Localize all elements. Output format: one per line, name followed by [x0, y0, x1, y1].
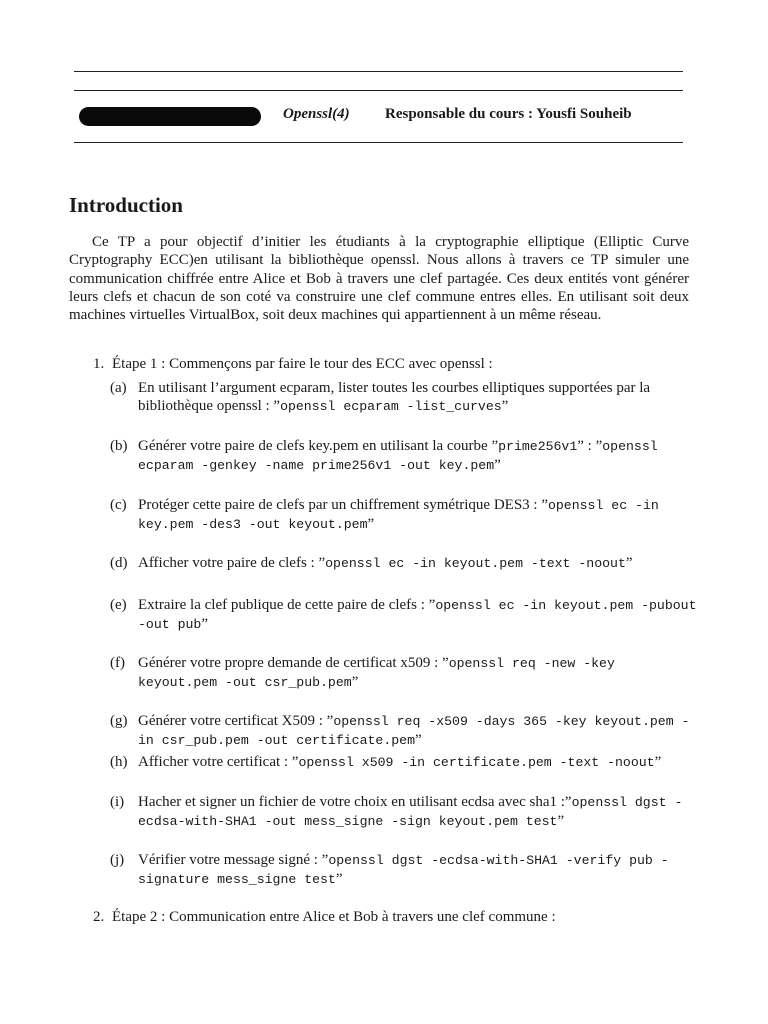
command: openssl x509 -in certificate.pem -text -noout	[298, 755, 655, 770]
intro-paragraph: Ce TP a pour objectif d’initier les étudiants à la cryptographie elliptique (Elliptic Curve Cryptography ECC)en utilisant la bibliothèque openssl. Nous allons à travers ce TP simuler une communication chiffrée entre Alice et Bob à travers une clef partagée. Ces deux entités vont générer leurs clefs et chacun de son coté va construire une clef commune entres elles. En utilisant soit deux machines virtuelles VirtualBox, soit deux machines qui appartiennent à un même réseau.	[69, 234, 689, 324]
command: openssl req -new -key keyout.pem -out csr_pub.pem	[138, 656, 615, 691]
command: openssl ecparam -genkey -name prime256v1 -out key.pem	[138, 439, 658, 474]
redacted-author	[79, 107, 261, 126]
step-1-heading	[93, 356, 493, 373]
list-item: (j) Vérifier votre message signé : ”openssl dgst -ecdsa-with-SHA1 -verify pub -signature mess_signe test”	[110, 852, 669, 888]
list-item: (f) Générer votre propre demande de certificat x509 : ”openssl req -new -key keyout.pem -out csr_pub.pem”	[110, 655, 615, 691]
course-responsible	[385, 106, 632, 123]
course-title: Openssl(4)	[283, 106, 350, 122]
header-rule-top	[74, 71, 683, 72]
step-title: Étape 2 : Communication entre Alice et Bob à travers une clef commune :	[112, 909, 556, 925]
header-rule-bottom	[74, 142, 683, 143]
item-label: (c)	[110, 497, 127, 513]
item-label: (f)	[110, 655, 125, 671]
item-label: (b)	[110, 438, 128, 454]
command: openssl ec -in key.pem -des3 -out keyout.pem	[138, 498, 659, 533]
list-item: (h) Afficher votre certificat : ”openssl x509 -in certificate.pem -text -noout”	[110, 754, 662, 770]
item-label: (i)	[110, 794, 125, 810]
step-2-heading	[93, 909, 556, 926]
command: openssl dgst -ecdsa-with-SHA1 -verify pub -signature mess_signe test	[138, 853, 669, 888]
list-item: (a) En utilisant l’argument ecparam, lister toutes les courbes elliptiques supportées par la bibliothèque openssl : ”openssl ecparam -list_curves”	[110, 380, 651, 415]
command: openssl dgst -ecdsa-with-SHA1 -out mess_signe -sign keyout.pem test	[138, 795, 683, 830]
item-label: (d)	[110, 555, 128, 571]
step-title: Étape 1 : Commençons par faire le tour des ECC avec openssl :	[112, 356, 493, 372]
item-label: (a)	[110, 380, 127, 396]
responsible-name: Yousfi Souheib	[536, 106, 632, 122]
command: openssl ec -in keyout.pem -pubout -out pub	[138, 598, 697, 633]
list-item: (e) Extraire la clef publique de cette paire de clefs : ”openssl ec -in keyout.pem -pubout -out pub”	[110, 597, 697, 633]
curve-name: prime256v1	[498, 439, 578, 454]
step-number: 2.	[93, 909, 105, 925]
command: openssl ec -in keyout.pem -text -noout	[325, 556, 626, 571]
item-label: (j)	[110, 852, 125, 868]
item-label: (g)	[110, 713, 128, 729]
list-item: (i) Hacher et signer un fichier de votre choix en utilisant ecdsa avec sha1 :”openssl dgst -ecdsa-with-SHA1 -out mess_signe -sign keyout.pem test”	[110, 794, 683, 830]
header-rule-middle	[74, 90, 683, 91]
command: openssl ecparam -list_curves	[280, 399, 502, 415]
step-number: 1.	[93, 356, 105, 372]
command: openssl req -x509 -days 365 -key keyout.pem -in csr_pub.pem -out certificate.pem	[138, 714, 690, 749]
list-item: (d) Afficher votre paire de clefs : ”openssl ec -in keyout.pem -text -noout”	[110, 555, 633, 571]
item-label: (e)	[110, 597, 127, 613]
list-item: (g) Générer votre certificat X509 : ”openssl req -x509 -days 365 -key keyout.pem -in csr_pub.pem -out certificate.pem”	[110, 713, 690, 749]
item-label: (h)	[110, 754, 128, 770]
section-title: Introduction	[69, 193, 183, 217]
responsible-label: Responsable du cours :	[385, 106, 533, 122]
list-item: (c) Protéger cette paire de clefs par un chiffrement symétrique DES3 : ”openssl ec -in key.pem -des3 -out keyout.pem”	[110, 497, 659, 533]
list-item: (b) Générer votre paire de clefs key.pem en utilisant la courbe ”prime256v1” : ”openssl ecparam -genkey -name prime256v1 -out key.pem”	[110, 438, 658, 474]
